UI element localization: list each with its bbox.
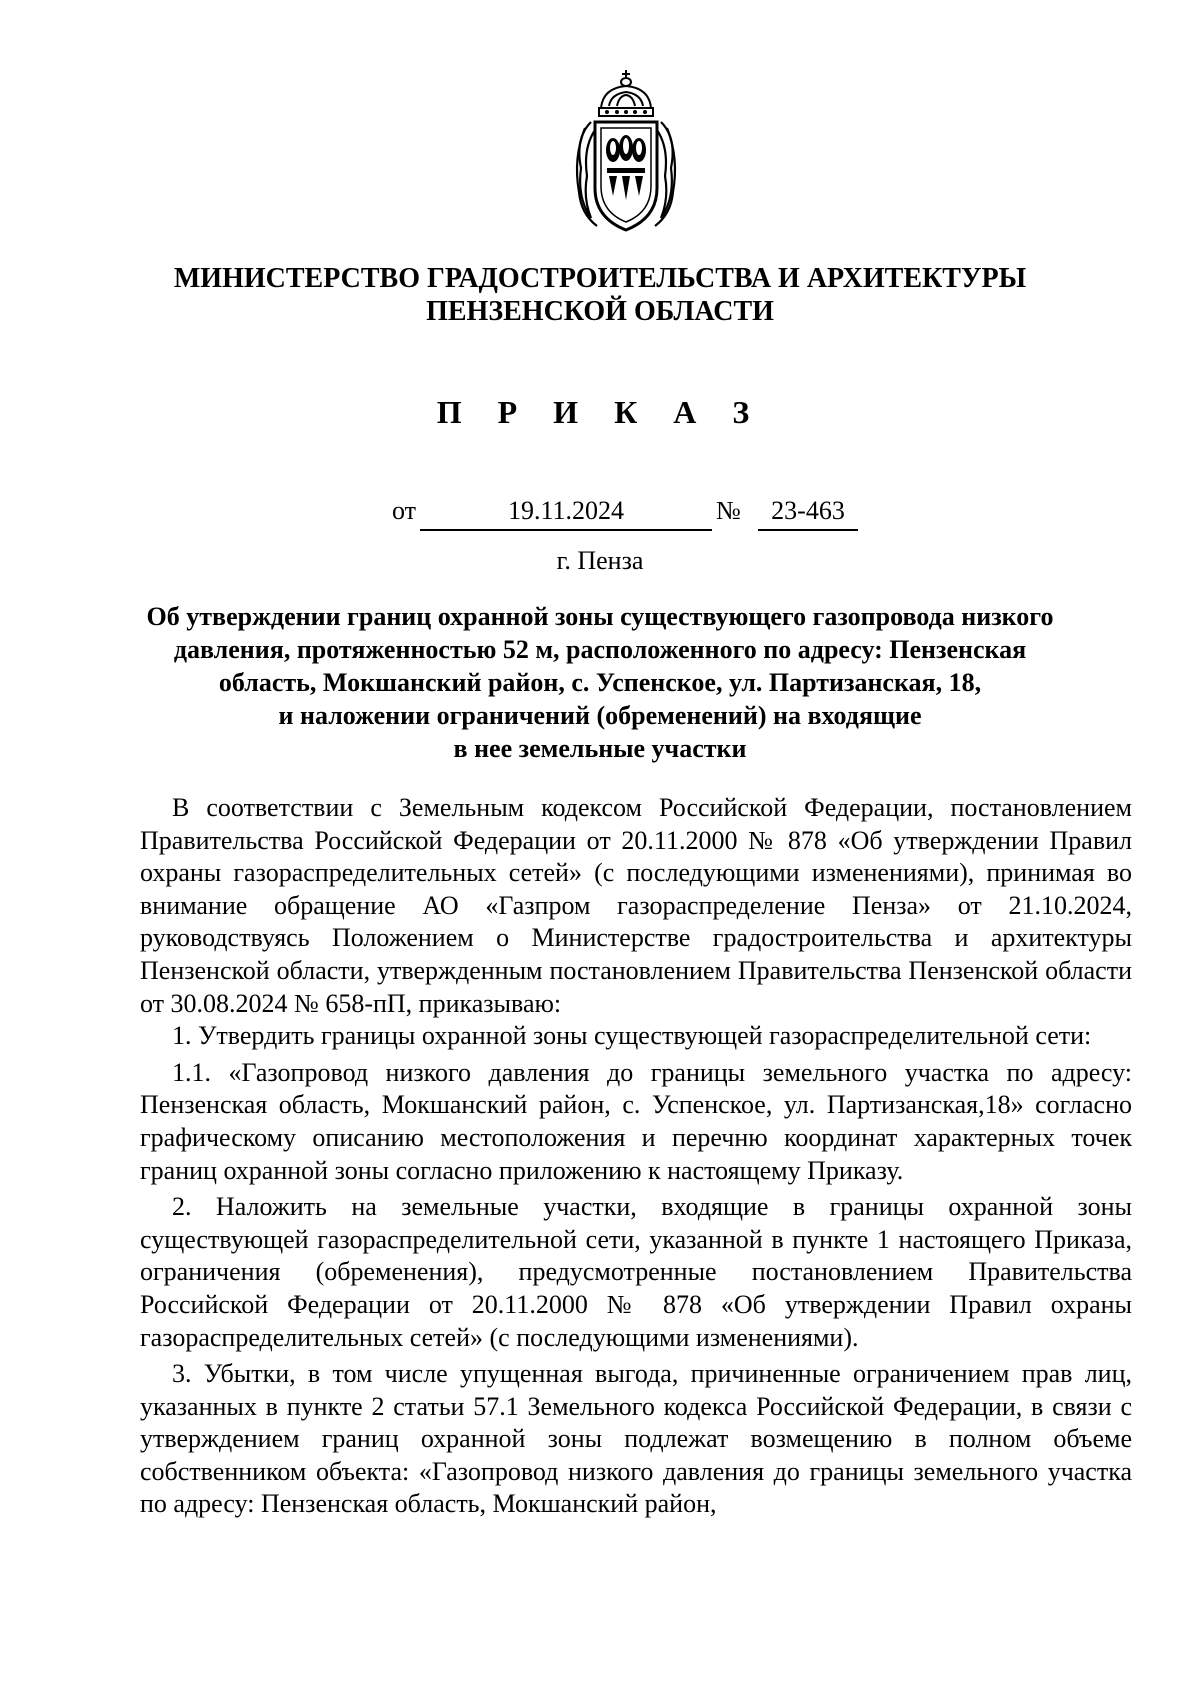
item-1-paragraph: 1. Утвердить границы охранной зоны существующей газораспределительной сети: [172,1021,1092,1051]
item-1-1-paragraph: 1.1. «Газопровод низкого давления до границы земельного участка по адресу: Пензенская область, Мокшанский район, с. Успенское, ул. Партизанская,18» согласно графическому описанию местоположения и перечню координат характерных точек границ охранной зоны согласно приложению к настоящему Приказу. [140,1057,1132,1185]
ministry-line-1: МИНИСТЕРСТВО ГРАДОСТРОИТЕЛЬСТВА И АРХИТЕКТУРЫ [173,263,1027,294]
ministry-name [0,262,1200,328]
preamble-paragraph: В соответствии с Земельным кодексом Российской Федерации, постановлением Правительства Российской Федерации от 20.11.2000 № 878 «Об утверждении Правил охраны газораспределительных сетей» (с последующими изменениями), принимая во внимание обращение АО «Газпром газораспределение Пенза» от 21.10.2024, руководствуясь Положением о Министерстве градостроительства и архитектуры Пензенской области, утвержденным постановлением Правительства Пензенской области от 30.08.2024 № 658-пП, приказываю: [140,793,1132,1018]
title-line-3: область, Мокшанский район, с. Успенское, ул. Партизанская, 18, [218,668,982,697]
order-number: 23-463 [758,496,858,531]
number-sign: № [716,496,741,525]
order-body [140,792,1132,1521]
order-date: 19.11.2024 [420,496,712,531]
title-line-1: Об утверждении границ охранной зоны существующего газопровода низкого [146,602,1054,631]
from-label: от [392,496,417,525]
title-line-2: давления, протяженностью 52 м, расположенного по адресу: Пензенская [173,635,1027,664]
coat-of-arms-icon [571,68,681,236]
order-title [0,600,1200,765]
item-3-paragraph: 3. Убытки, в том числе упущенная выгода, причиненные ограничением прав лиц, указанных в пункте 2 статьи 57.1 Земельного кодекса Российской Федерации, в связи с утверждением границ охранной зоны подлежат возмещению в полном объеме собственником объекта: «Газопровод низкого давления до границы земельного участка по адресу: Пензенская область, Мокшанский район, [140,1359,1132,1519]
title-line-4: и наложении ограничений (обременений) на входящие [278,701,922,730]
document-type: П Р И К А З [436,394,764,430]
city: г. Пенза [556,546,644,575]
item-2-paragraph: 2. Наложить на земельные участки, входящие в границы охранной зоны существующей газораспределительной сети, указанной в пункте 1 настоящего Приказа, ограничения (обременения), предусмотренные постановлением Правительства Российской Федерации от 20.11.2000 № 878 «Об утверждении Правил охраны газораспределительных сетей» (с последующими изменениями). [140,1192,1132,1352]
ministry-line-2: ПЕНЗЕНСКОЙ ОБЛАСТИ [426,296,774,327]
title-line-5: в нее земельные участки [453,734,747,763]
date-number-line [0,496,1200,536]
